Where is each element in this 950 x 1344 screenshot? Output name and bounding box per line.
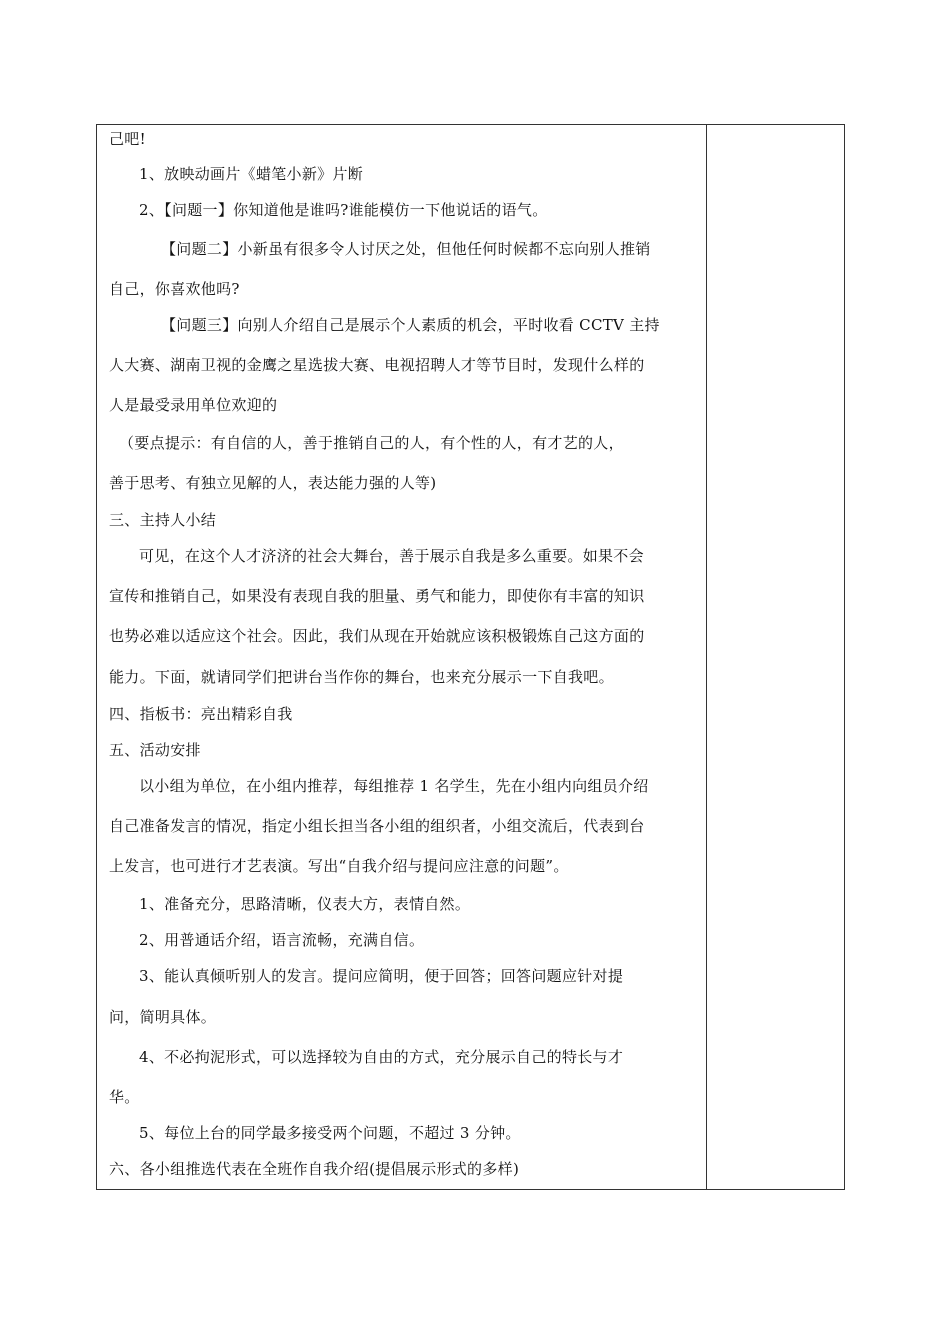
text-line: 1、准备充分，思路清晰，仪表大方，表情自然。 (139, 895, 471, 913)
text-line: 2、【问题一】你知道他是谁吗?谁能模仿一下他说话的语气。 (139, 201, 548, 219)
text-line: 善于思考、有独立见解的人，表达能力强的人等) (109, 474, 437, 492)
text-line: 【问题二】小新虽有很多令人讨厌之处，但他任何时候都不忘向别人推销 (161, 240, 651, 258)
text-line: 【问题三】向别人介绍自己是展示个人素质的机会，平时收看 CCTV 主持 (161, 316, 660, 334)
section-heading: 五、活动安排 (109, 741, 201, 759)
text-line: 人是最受录用单位欢迎的 (109, 396, 278, 414)
section-heading: 三、主持人小结 (109, 511, 217, 529)
text-line: 以小组为单位，在小组内推荐，每组推荐 1 名学生，先在小组内向组员介绍 (139, 777, 649, 795)
text-line: 自己，你喜欢他吗? (109, 280, 240, 298)
text-line: 宣传和推销自己，如果没有表现自我的胆量、勇气和能力，即使你有丰富的知识 (109, 587, 645, 605)
text-line: （要点提示：有自信的人，善于推销自己的人，有个性的人，有才艺的人， (119, 434, 624, 452)
section-heading: 四、指板书：亮出精彩自我 (109, 705, 293, 723)
text-line: 问，简明具体。 (109, 1008, 217, 1026)
text-line: 上发言，也可进行才艺表演。写出“自我介绍与提问应注意的问题”。 (109, 857, 569, 875)
text-line: 华。 (109, 1088, 140, 1106)
text-line: 己吧! (109, 130, 146, 148)
text-line: 5、每位上台的同学最多接受两个问题，不超过 3 分钟。 (139, 1124, 521, 1142)
section-heading: 六、各小组推选代表在全班作自我介绍(提倡展示形式的多样) (109, 1160, 520, 1178)
text-line: 能力。下面，就请同学们把讲台当作你的舞台，也来充分展示一下自我吧。 (109, 668, 614, 686)
text-line: 1、放映动画片《蜡笔小新》片断 (139, 165, 364, 183)
text-line: 自己准备发言的情况，指定小组长担当各小组的组织者，小组交流后，代表到台 (109, 817, 645, 835)
lesson-table (96, 124, 845, 1190)
text-line: 也势必难以适应这个社会。因此，我们从现在开始就应该积极锻炼自己这方面的 (109, 627, 645, 645)
text-line: 可见，在这个人才济济的社会大舞台，善于展示自我是多么重要。如果不会 (139, 547, 644, 565)
text-line: 人大赛、湖南卫视的金鹰之星选拔大赛、电视招聘人才等节目时，发现什么样的 (109, 356, 645, 374)
text-line: 3、能认真倾听别人的发言。提问应简明，便于回答；回答问题应针对提 (139, 967, 624, 985)
column-divider (706, 125, 707, 1189)
text-line: 2、用普通话介绍，语言流畅，充满自信。 (139, 931, 425, 949)
text-line: 4、不必拘泥形式，可以选择较为自由的方式，充分展示自己的特长与才 (139, 1048, 624, 1066)
